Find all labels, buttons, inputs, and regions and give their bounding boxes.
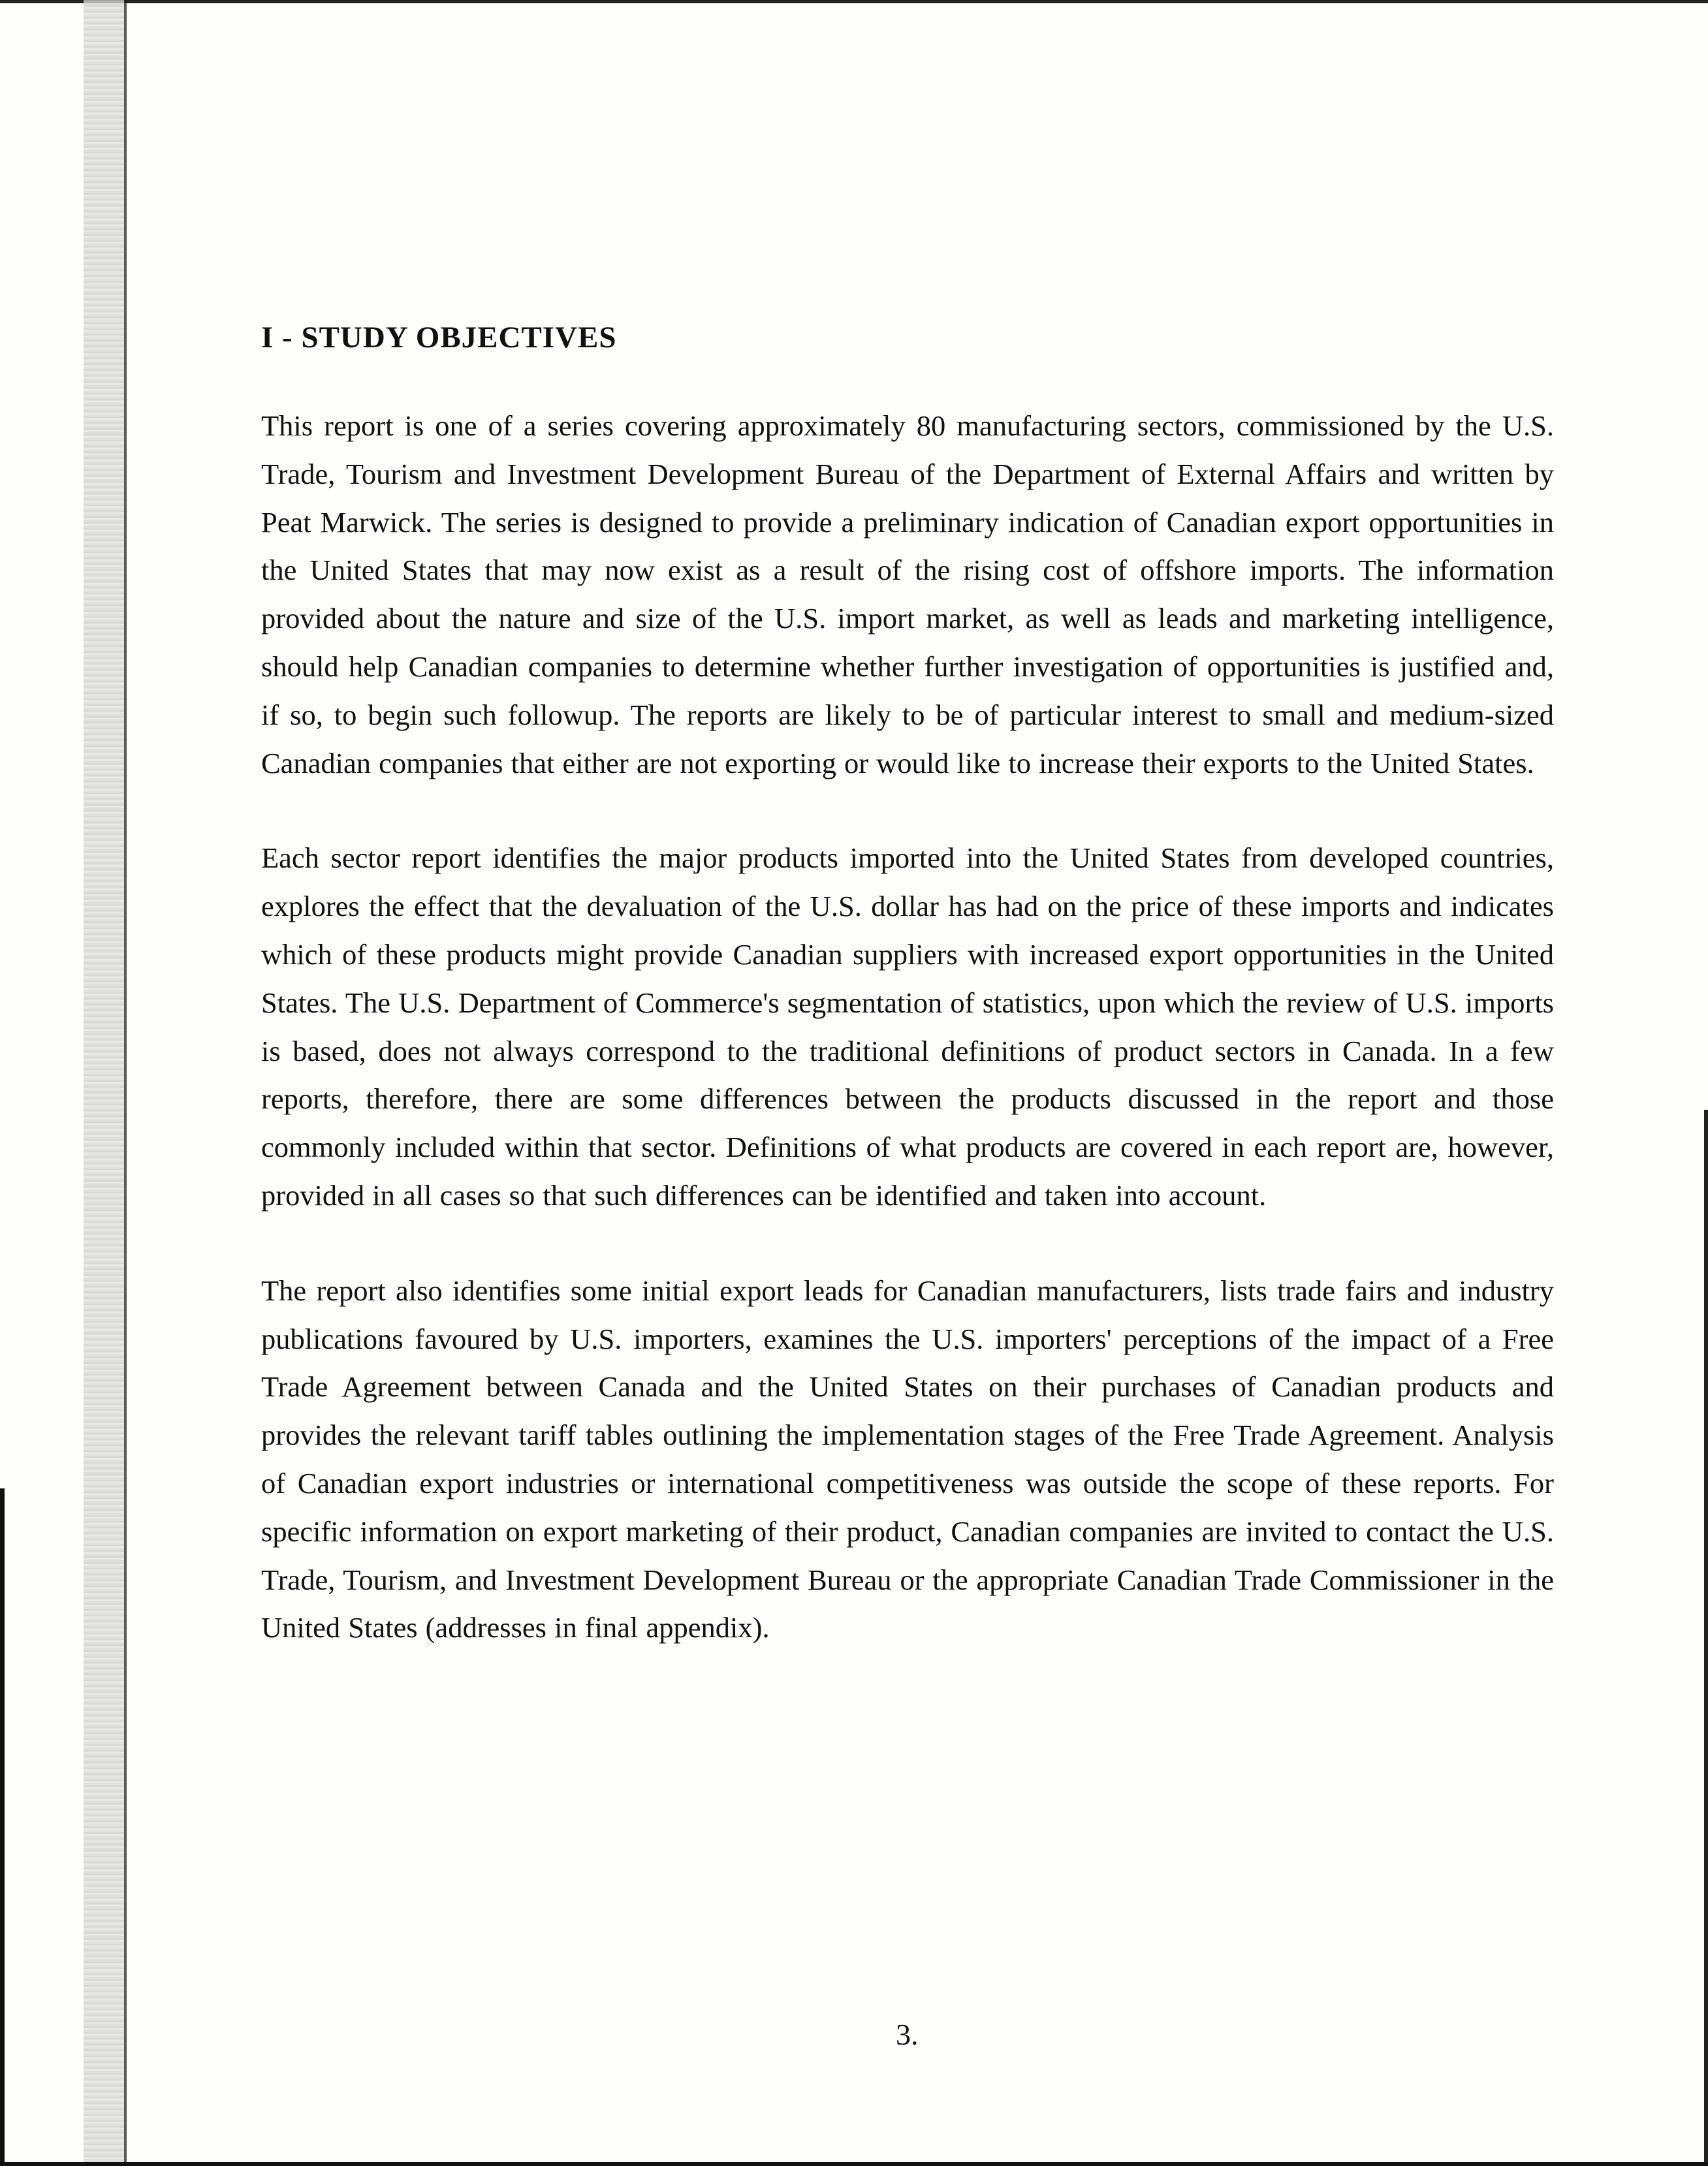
scan-left-mark: [0, 1488, 5, 2166]
page-content: [261, 320, 1554, 1699]
scan-bottom-edge: [0, 2162, 1708, 2166]
section-heading: I - STUDY OBJECTIVES: [261, 321, 617, 354]
page-number: 3.: [896, 2018, 919, 2051]
scan-right-edge: [1704, 1110, 1708, 2166]
paragraph-export-leads: The report also identifies some initial export leads for Canadian manufacturers, lists trade fairs and industry publications favoured by U.S. importers, examines the U.S. importers' perceptions of the impact of a Free Trade Agreement between Canada and the United States on their purchases of Canadian products and provides the relevant tariff tables outlining the implementation stages of the Free Trade Agreement. Analysis of Canadian export industries or international competitiveness was outside the scope of these reports. For specific information on export marketing of their product, Canadian companies are invited to contact the U.S. Trade, Tourism, and Investment Development Bureau or the appropriate Canadian Trade Commissioner in the United States (addresses in final appendix).: [261, 1274, 1554, 1644]
paragraph-study-series: This report is one of a series covering approximately 80 manufacturing sectors, commissioned by the U.S. Trade, Tourism and Investment Development Bureau of the Department of External Affairs and written by Peat Marwick. The series is designed to provide a preliminary indication of Canadian export opportunities in the United States that may now exist as a result of the rising cost of offshore imports. The information provided about the nature and size of the U.S. import market, as well as leads and marketing intelligence, should help Canadian companies to determine whether further investigation of opportunities is justified and, if so, to begin such followup. The reports are likely to be of particular interest to small and medium-sized Canadian companies that either are not exporting or would like to increase their exports to the United States.: [261, 409, 1554, 779]
paragraph-sector-reports: Each sector report identifies the major products imported into the United States from developed countries, explores the effect that the devaluation of the U.S. dollar has had on the price of these imports and indicates which of these products might provide Canadian suppliers with increased export opportunities in the United States. The U.S. Department of Commerce's segmentation of statistics, upon which the review of U.S. imports is based, does not always correspond to the traditional definitions of product sectors in Canada. In a few reports, therefore, there are some differences between the products discussed in the report and those commonly included within that sector. Definitions of what products are covered in each report are, however, provided in all cases so that such differences can be identified and taken into account.: [261, 841, 1554, 1212]
scan-binding-edge: [84, 0, 124, 2166]
scan-top-edge: [0, 0, 1708, 3]
